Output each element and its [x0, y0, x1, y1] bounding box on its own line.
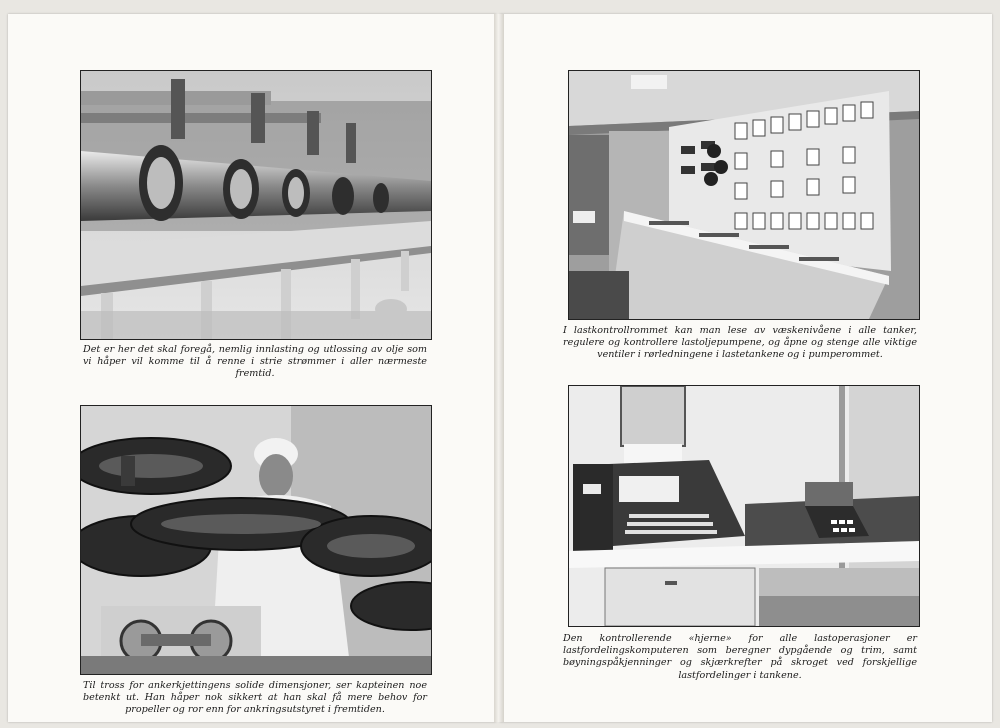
caption-captain-anchor-chain: Til tross for ankerkjettingens solide dimensjoner, ser kapteinen noe betenkt ut. Han håper nok sikkert at han skal få mere behov for propeller og ror enn for ankringsutstyret i fremtiden. — [83, 680, 427, 716]
photo-pipeline-manifold — [80, 70, 432, 340]
caption-load-computer: Den kontrollerende «hjerne» for alle lastoperasjoner er lastfordelingskomputeren som beregner dypgående og trim, samt bøyningspåkjenninger og skjærkrefter på skroget ved forskjellige lastfordelinger i tankene. — [563, 633, 917, 681]
caption-cargo-control-room: I lastkontrollrommet kan man lese av væskenivåene i alle tanker, regulere og kontrollere lastoljepumpene, og åpne og stenge alle viktige ventiler i rørledningene i lastetankene og i pumperommet. — [563, 325, 917, 361]
caption-pipeline-manifold: Det er her det skal foregå, nemlig innlasting og utlossing av olje som vi håper vil komme til å renne i strie strømmer i aller nærmeste fremtid. — [83, 344, 427, 380]
photo-cargo-control-room — [568, 70, 920, 320]
photo-captain-anchor-chain — [80, 405, 432, 675]
page-gutter — [494, 14, 504, 722]
photo-load-computer — [568, 385, 920, 627]
